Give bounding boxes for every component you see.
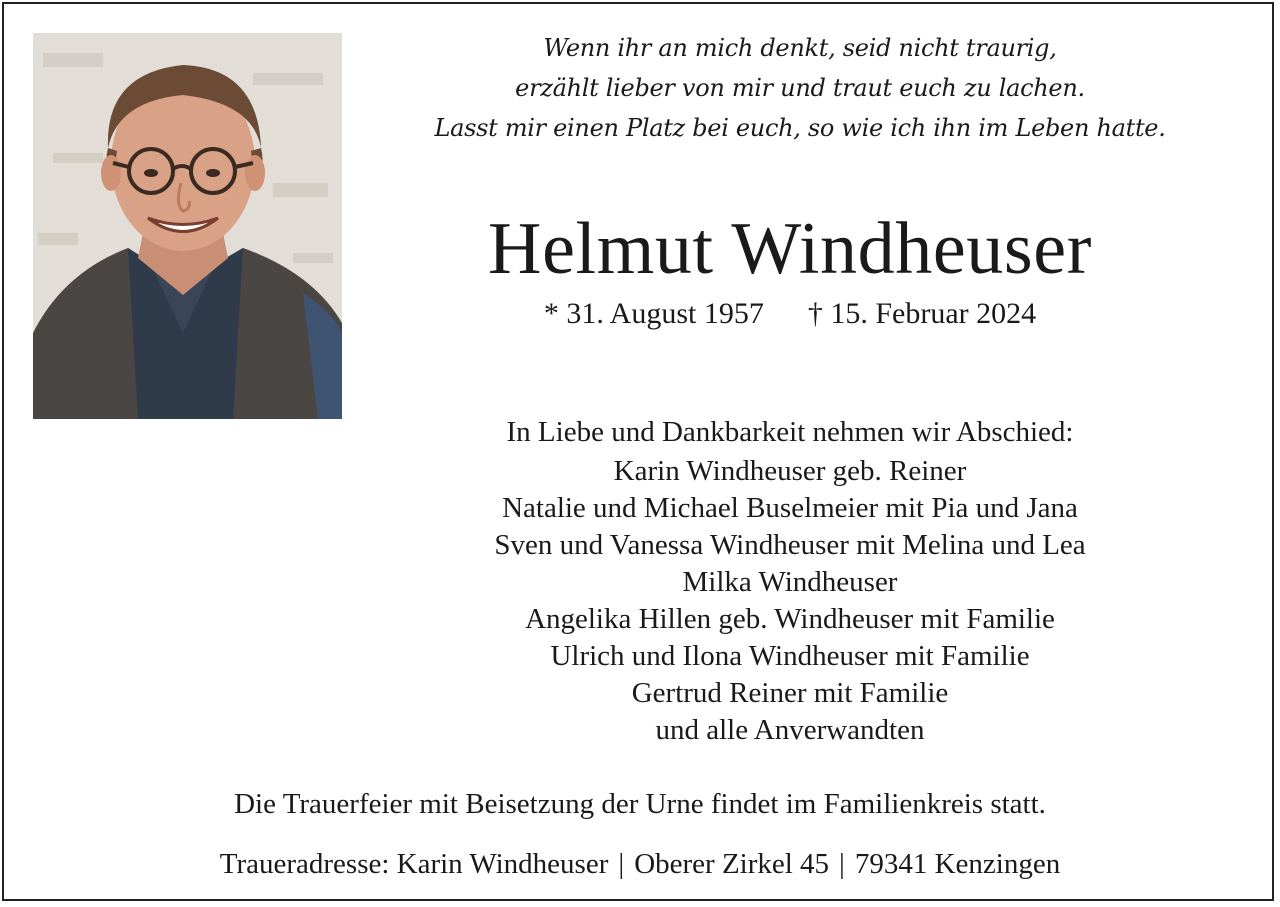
poem-line: erzählt lieber von mir und traut euch zu lachen. <box>515 74 1085 102</box>
address-separator: | <box>839 848 845 880</box>
portrait-photo <box>33 33 342 419</box>
mourner-entry: Karin Windheuser geb. Reiner <box>613 455 967 487</box>
mourner-entry: Angelika Hillen geb. Windheuser mit Familie <box>525 603 1055 635</box>
address-recipient: Traueradresse: Karin Windheuser <box>219 848 609 880</box>
mourners-intro: In Liebe und Dankbarkeit nehmen wir Abschied: <box>506 416 1074 448</box>
life-dates <box>340 294 1240 334</box>
mourner-entry: Gertrud Reiner mit Familie <box>631 677 949 709</box>
mourner-entry: Natalie und Michael Buselmeier mit Pia und Jana <box>502 492 1078 524</box>
poem-line: Wenn ihr an mich denkt, seid nicht traurig, <box>543 34 1057 62</box>
poem-line: Lasst mir einen Platz bei euch, so wie ich ihn im Leben hatte. <box>434 114 1166 142</box>
address-street: Oberer Zirkel 45 <box>634 848 830 880</box>
mourning-address <box>0 844 1280 884</box>
birth-date: * 31. August 1957 <box>543 297 764 330</box>
mourner-entry: Ulrich und Ilona Windheuser mit Familie <box>550 640 1030 672</box>
deceased-name: Helmut Windheuser <box>488 208 1092 290</box>
memorial-poem <box>340 28 1260 148</box>
mourners-list <box>340 414 1240 749</box>
death-date: † 15. Februar 2024 <box>807 297 1037 330</box>
ceremony-notice: Die Trauerfeier mit Beisetzung der Urne findet im Familienkreis statt. <box>234 788 1046 820</box>
mourner-entry: und alle Anverwandten <box>655 714 925 746</box>
mourner-entry: Sven und Vanessa Windheuser mit Melina und Lea <box>494 529 1086 561</box>
address-separator: | <box>618 848 625 880</box>
address-city: 79341 Kenzingen <box>854 848 1061 880</box>
mourner-entry: Milka Windheuser <box>682 566 898 598</box>
